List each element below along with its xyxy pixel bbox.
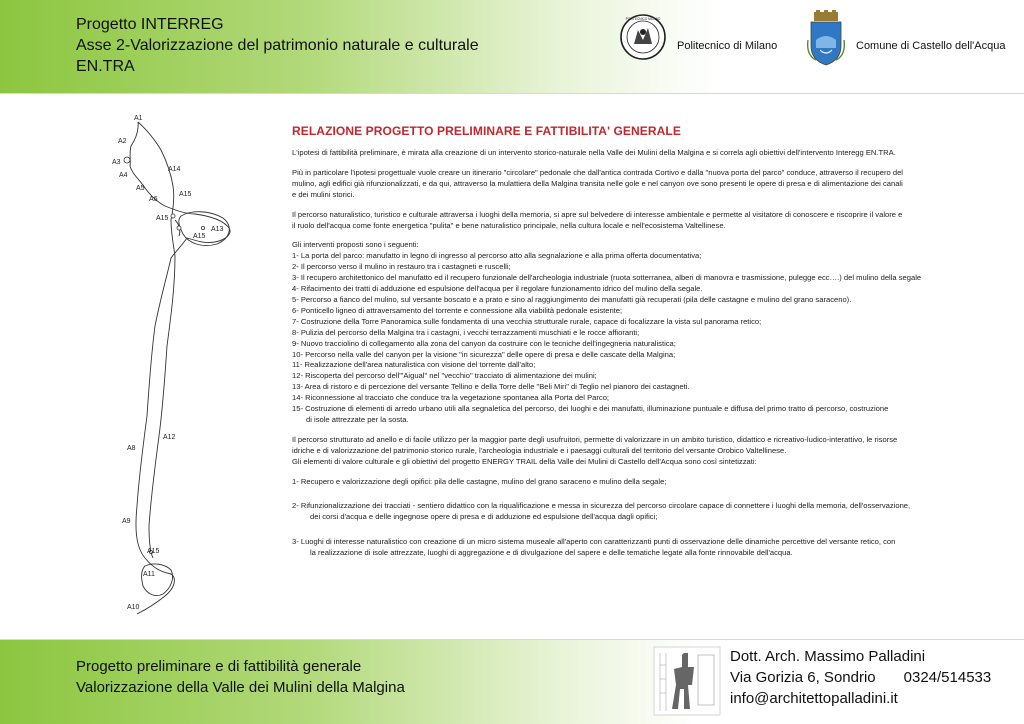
map-label-a12: A12 (163, 434, 176, 441)
map-label-a8: A8 (127, 445, 136, 452)
list-item: 7- Costruzione della Torre Panoramica sulle fondamenta di una vecchia strutturale rurale, capace di focalizzare la vista sul panorama retico; (292, 316, 762, 326)
contact-email: info@architettopalladini.it (730, 690, 898, 707)
objective-3: 3- Luoghi di interesse naturalistico con creazione di un micro sistema museale all'aperto con caratterizzanti punti di osservazione delle dinamiche percettive del versante retico, con la realizzazione di isole attrezzate, luoghi di aggregazione e di divulgazione del sapere e delle tematiche legate alla fonte rinnovabile dell'acqua. (292, 537, 896, 558)
report-title: RELAZIONE PROGETTO PRELIMINARE E FATTIBILITA' GENERALE (292, 124, 681, 138)
map-label-a9: A9 (122, 518, 131, 525)
politecnico-seal-logo (618, 12, 668, 62)
paragraph-summary: Il percorso strutturato ad anello e di facile utilizzo per la maggior parte degli usufruitori, permette di valorizzare in un ambito turistico, didattico e ricreativo-ludico-interattivo, le risorse idriche e di valorizzazione del patrimonio storico rurale, l'archeologia industriale e i paesaggi culturali del territorio del versante Orobico Valtellinese. Gli elementi di valore culturale e gli obiettivi del progetto ENERGY TRAIL della Valle dei Mulini di Castello dell'Acqua sono così sintetizzati: (292, 434, 898, 466)
list-item: 6- Ponticello ligneo di attraversamento del torrente e connessione alla viabilità pedonale esistente; (292, 305, 623, 315)
list-item: 15- Costruzione di elementi di arredo urbano utili alla segnaletica del percorso, dei luoghi e dei manufatti, illuminazione puntuale e diffusa del primo tratto di percorso, costruzione (292, 404, 889, 414)
list-item: 13- Area di ristoro e di percezione del versante Tellino e della Torre delle "Beli Miri" di Teglio nel pianoro dei castagneti. (292, 382, 690, 392)
map-label-a11: A11 (143, 571, 155, 578)
contact-block (730, 646, 991, 709)
project-line-2: Asse 2-Valorizzazione del patrimonio naturale e culturale (76, 37, 479, 54)
seal-text: POLITECNICO MILANO (625, 17, 661, 21)
list-item: 9- Nuovo tracciolino di collegamento alla zona del canyon da costruire con le tecniche dell'ingegneria naturalistica; (292, 338, 676, 348)
map-label-a15-2: A15 (156, 215, 169, 222)
map-label-a15-3: A15 (193, 233, 206, 240)
contact-address-line (730, 667, 991, 688)
list-item: 11- Realizzazione dell'area naturalistica con visione del torrente dall'alto; (292, 360, 536, 370)
map-label-a10: A10 (127, 604, 140, 611)
map-label-a4: A4 (119, 172, 128, 179)
list-item: 8- Pulizia del percorso della Malgina tra i castagni, i vecchi terrazzamenti muschiati e le rocce affioranti; (292, 327, 640, 337)
map-label-a6: A6 (149, 196, 158, 203)
map-label-a5: A5 (136, 185, 145, 192)
project-title (76, 14, 479, 77)
politecnico-label: Politecnico di Milano (677, 40, 778, 52)
list-item: 14- Riconnessione al tracciato che conduce tra la vegetazione spontanea alla Porta del Parco; (292, 393, 610, 403)
comune-label: Comune di Castello dell'Acqua (856, 40, 1006, 52)
map-label-a15-4: A15 (147, 548, 160, 555)
footer-line-2: Valorizzazione della Valle dei Mulini della Malgina (76, 679, 405, 696)
map-label-a3: A3 (112, 159, 121, 166)
interventions-list (292, 240, 1022, 425)
list-item: 5- Percorso a fianco del mulino, sul versante boscato e a prato e sino al raggiungimento dei manufatti già recuperati (pila delle castagne e mulino del grano saraceno). (292, 294, 852, 304)
project-line-3: EN.TRA (76, 58, 135, 75)
map-label-a1: A1 (134, 115, 143, 122)
list-item: 10- Percorso nella valle del canyon per la visione "in sicurezza" delle opere di presa e delle cascate della Malgina; (292, 349, 676, 359)
paragraph-naturalistic: Il percorso naturalistico, turistico e culturale attraversa i luoghi della memoria, si apre sul belvedere di interesse ambientale e permette al visitatore di conoscere e riscoprire il valore e il ruolo dell'acqua come fonte energetica "pulita" e bene naturalistico principale, nella cultura locale e nell'ecosistema Valtellinese. (292, 209, 903, 230)
header-divider (0, 93, 1024, 94)
contact-name: Dott. Arch. Massimo Palladini (730, 648, 926, 665)
map-label-a14: A14 (168, 166, 181, 173)
map-label-a2: A2 (118, 138, 127, 145)
list-item: 2- Il percorso verso il mulino in restauro tra i castagneti e ruscelli; (292, 262, 511, 272)
report-body (292, 124, 1022, 573)
list-item: 1- La porta del parco: manufatto in legno di ingresso al percorso atto alla segnalazione e alla prima offerta documentativa; (292, 251, 702, 261)
comune-coat-of-arms-logo (806, 10, 846, 66)
list-item: 3- Il recupero architettonico del manufatto ed il recupero funzionale dell'archeologia industriale (ruota sotterranea, alberi di manovra e trasmissione, pulegge ecc….) del mulino della segale (292, 273, 922, 283)
contact-address: Via Gorizia 6, Sondrio (730, 669, 876, 686)
objective-1: 1- Recupero e valorizzazione degli opifici: pila delle castagne, mulino del grano saraceno e mulino della segale; (292, 476, 667, 486)
contact-phone: 0324/514533 (903, 669, 992, 686)
footer-title (76, 656, 405, 698)
map-label-a13: A13 (211, 226, 224, 233)
trail-map (105, 106, 265, 626)
paragraph-itinerary: Più in particolare l'ipotesi progettuale vuole creare un itinerario "circolare" pedonale che dall'antica contrada Cortivo e dalla "nuova porta del parco" conduce, attraverso il recupero del mulino, agli edifici già rifunzionalizzati, e da qui, attraverso la mulattiera della Malgina transita nelle gole e nel canyon ove sono presenti le opere di presa e di alimentazione dei canali e dei mulini storici. (292, 167, 903, 199)
list-item: 12- Riscoperta del percorso dell'"Aigual" nel "vecchio" tracciato di alimentazione dei mulini; (292, 371, 597, 381)
paragraph-intro: L'ipotesi di fattibilità preliminare, è mirata alla creazione di un intervento storico-naturale nella Valle dei Mulini della Malgina e si correla agli obiettivi dell'intervento Interegg EN.TRA. (292, 148, 896, 157)
list-intro: Gli interventi proposti sono i seguenti: (292, 240, 419, 250)
map-label-a15-1: A15 (179, 191, 192, 198)
modulor-signature-image (652, 645, 722, 717)
list-item-continuation: di isole attrezzate per la sosta. (306, 414, 409, 424)
list-item: 4- Rifacimento dei tratti di adduzione ed espulsione dell'acqua per il regolare funzionamento idrico del mulino della segale. (292, 284, 703, 294)
project-line-1: Progetto INTERREG (76, 16, 224, 33)
objective-2: 2- Rifunzionalizzazione dei tracciati - sentiero didattico con la riqualificazione e messa in sicurezza del percorso circolare capace di connettere i luoghi della memoria, dell'osservazione, dei corsi d'acqua e delle ingegnose opere di presa e di adduzione ed espulsione dell'acqua dagli opifici; (292, 501, 911, 522)
footer-line-1: Progetto preliminare e di fattibilità generale (76, 658, 362, 675)
